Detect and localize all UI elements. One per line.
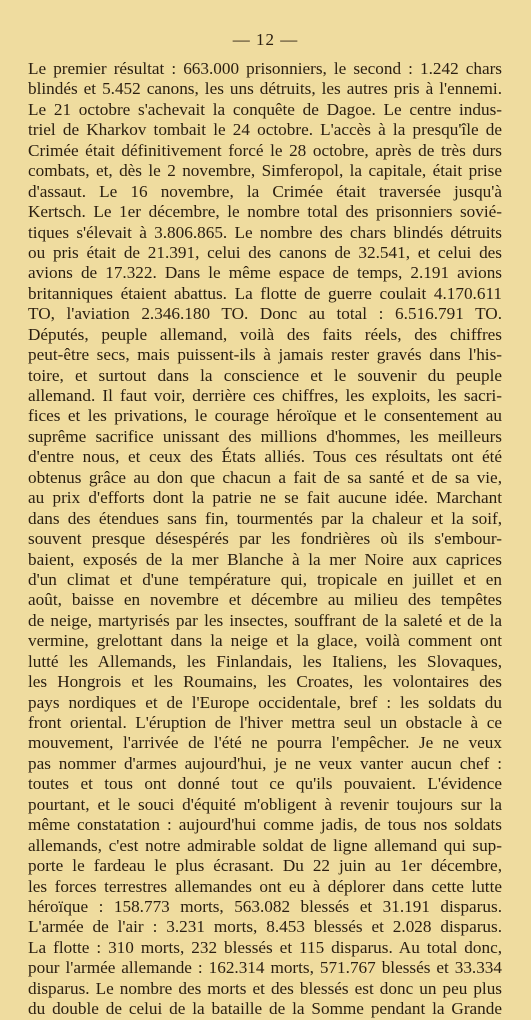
text-line: La flotte : 310 morts, 232 blessés et 115 disparus. Au total donc, bbox=[28, 937, 502, 957]
text-line: août, baisse en novembre et décembre au milieu des tempêtes bbox=[28, 590, 502, 610]
page-number: — 12 — bbox=[232, 30, 299, 49]
text-line: d'un climat et d'une température qui, tropicale en juillet et en bbox=[28, 569, 502, 589]
text-line: obtenus grâce au don que chacun a fait de sa santé et de sa vie, bbox=[28, 467, 502, 487]
text-line: tiques s'élevait à 3.806.865. Le nombre des chars blindés détruits bbox=[28, 222, 502, 242]
text-line: allemands, c'est notre admirable soldat de ligne allemand qui sup- bbox=[28, 835, 502, 855]
text-line: triel de Kharkov tombait le 24 octobre. L'accès à la presqu'île de bbox=[28, 120, 502, 140]
text-line: dans des étendues sans fin, tourmentés par la chaleur et la soif, bbox=[28, 508, 502, 528]
text-line: Députés, peuple allemand, voilà des faits réels, des chiffres bbox=[28, 324, 502, 344]
text-line: héroïque : 158.773 morts, 563.082 blessés et 31.191 disparus. bbox=[28, 896, 502, 916]
text-line: d'entre nous, et ceux des États alliés. Tous ces résultats ont été bbox=[28, 447, 502, 467]
text-line: lutté les Allemands, les Finlandais, les Italiens, les Slovaques, bbox=[28, 651, 502, 671]
text-line: les forces terrestres allemandes ont eu à déplorer dans cette lutte bbox=[28, 876, 502, 896]
text-line: peut-être secs, mais puissent-ils à jamais rester gravés dans l'his- bbox=[28, 345, 502, 365]
text-line: L'armée de l'air : 3.231 morts, 8.453 blessés et 2.028 disparus. bbox=[28, 917, 502, 937]
text-line: mouvement, l'arrivée de l'été ne pourra l'empêcher. Je ne veux bbox=[28, 733, 502, 753]
text-line: allemand. Il faut voir, derrière ces chiffres, les exploits, les sacri- bbox=[28, 386, 502, 405]
text-line: suprême sacrifice unissant des millions d'hommes, les meilleurs bbox=[28, 426, 502, 446]
text-line: Crimée était définitivement forcé le 28 octobre, après de très durs bbox=[28, 140, 502, 160]
text-line: ou pris était de 21.391, celui des canons de 32.541, et celui des bbox=[28, 242, 502, 262]
text-line: Le 21 octobre s'achevait la conquête de Dagoe. Le centre indus- bbox=[28, 99, 502, 119]
text-line: combats, et, dès le 2 novembre, Simferopol, la capitale, était prise bbox=[28, 161, 502, 181]
text-line: toutes et tous ont donné tout ce qu'ils pouvaient. L'évidence bbox=[28, 774, 502, 794]
text-line: vermine, grelottant dans la neige et la glace, voilà comment ont bbox=[28, 631, 502, 651]
text-line: de neige, martyrisés par les insectes, souffrant de la saleté et de la bbox=[28, 610, 502, 630]
text-line: souvent presque désespérés par les fondrières où ils s'embour- bbox=[28, 529, 502, 549]
text-line: porte le fardeau le plus écrasant. Du 22 juin au 1er décembre, bbox=[28, 856, 502, 876]
text-line: baient, exposés de la mer Blanche à la mer Noire aux caprices bbox=[28, 549, 502, 569]
text-line: TO, l'aviation 2.346.180 TO. Donc au total : 6.516.791 TO. bbox=[28, 304, 502, 324]
text-line: même constatation : aujourd'hui comme jadis, de tous nos soldats bbox=[28, 815, 502, 835]
text-line: du double de celui de la bataille de la Somme pendant la Grande bbox=[28, 999, 502, 1019]
text-line: avions de 17.322. Dans le même espace de temps, 2.191 avions bbox=[28, 263, 502, 283]
text-line: blindés et 5.452 canons, les uns détruits, les autres pris à l'ennemi. bbox=[28, 79, 502, 99]
text-line: pour l'armée allemande : 162.314 morts, 571.767 blessés et 33.334 bbox=[28, 958, 502, 978]
text-line: pourtant, et le souci d'équité m'obligent à revenir toujours sur la bbox=[28, 794, 502, 814]
text-line: fices et les privations, le courage héroïque et le consentement au bbox=[28, 406, 502, 426]
text-line: pays nordiques et de l'Europe occidentale, bref : les soldats du bbox=[28, 692, 502, 712]
text-line: disparus. Le nombre des morts et des blessés est donc un peu plus bbox=[28, 978, 502, 998]
text-line: britanniques étaient abattus. La flotte de guerre coulait 4.170.611 bbox=[28, 283, 502, 303]
text-line: toire, et surtout dans la conscience et le souvenir du peuple bbox=[28, 365, 502, 385]
text-line: pas nommer d'armes aujourd'hui, je ne veux vanter aucun chef : bbox=[28, 753, 502, 773]
text-line: front oriental. L'éruption de l'hiver mettra seul un obstacle à ce bbox=[28, 713, 502, 732]
text-line: Le premier résultat : 663.000 prisonniers, le second : 1.242 chars bbox=[28, 59, 502, 78]
text-line: les Hongrois et les Roumains, les Croates, les volontaires des bbox=[28, 672, 502, 692]
text-line: au prix d'efforts dont la patrie ne se fait aucune idée. Marchant bbox=[28, 488, 502, 508]
text-line: d'assaut. Le 16 novembre, la Crimée était traversée jusqu'à bbox=[28, 181, 502, 201]
text-line: Kertsch. Le 1er décembre, le nombre total des prisonniers sovié- bbox=[28, 202, 502, 222]
body-text bbox=[28, 59, 502, 1020]
